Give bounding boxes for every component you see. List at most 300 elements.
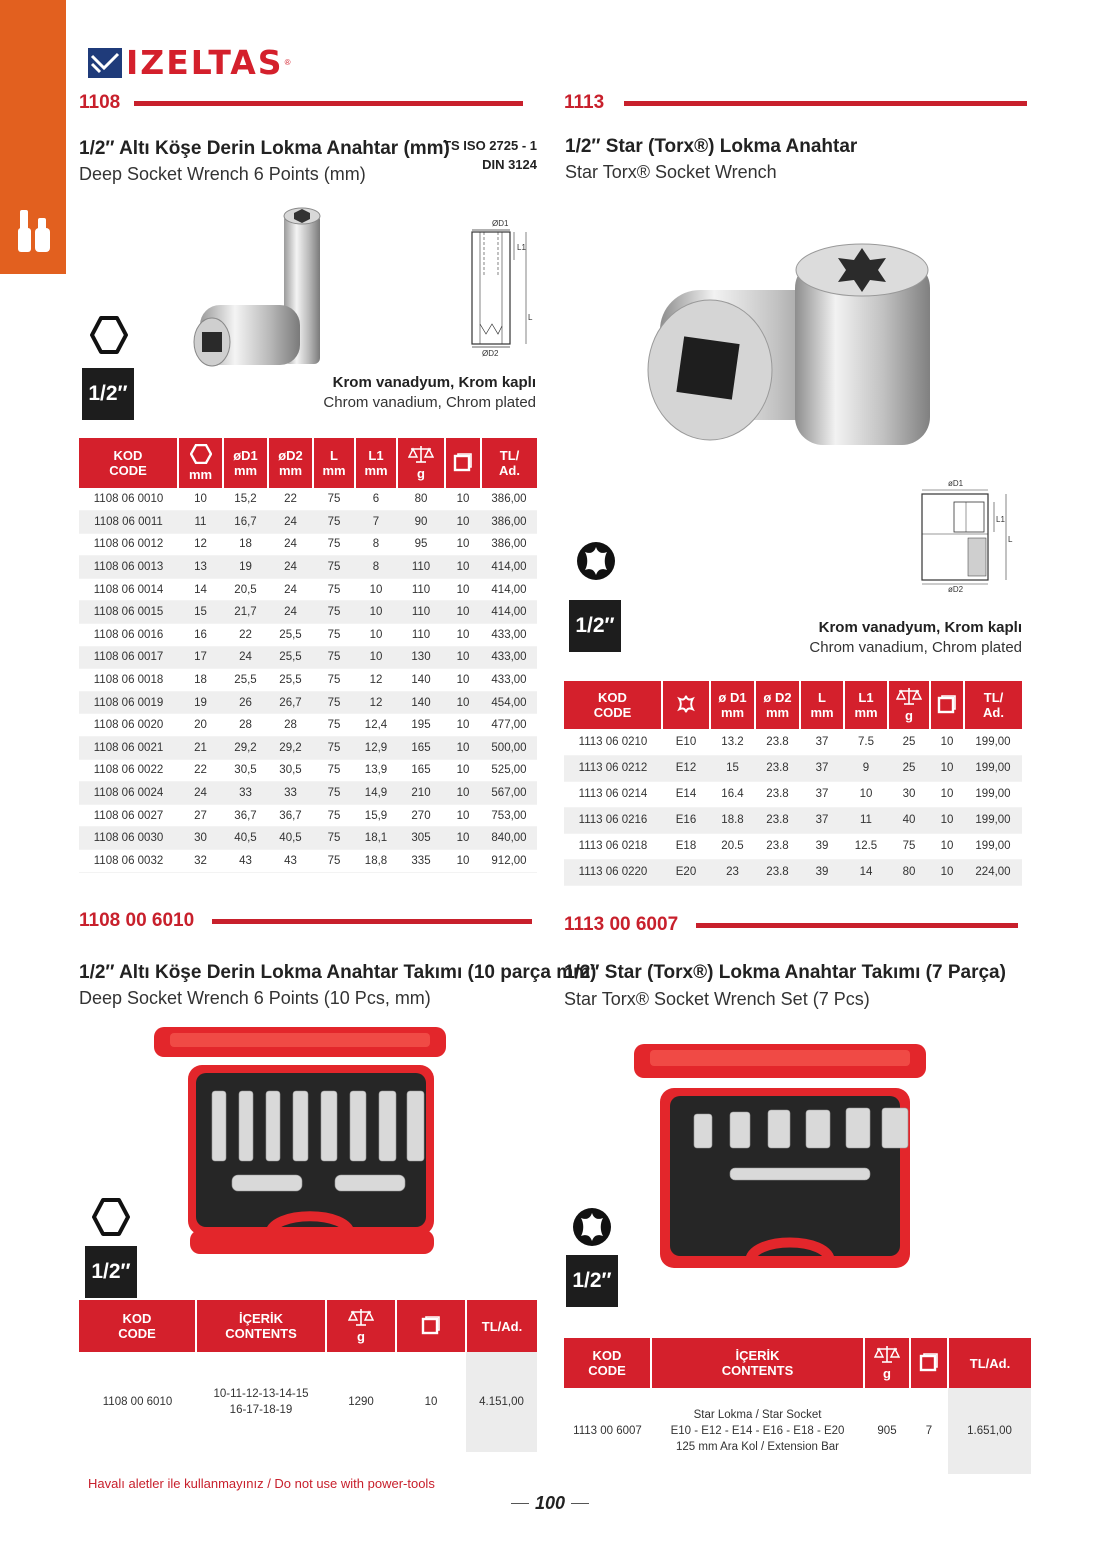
section-header-1113 — [564, 92, 1027, 114]
col-l1: L1 mm — [844, 681, 888, 729]
table-cell: 18,8 — [364, 854, 388, 867]
table-cell: 1108 06 0010 — [93, 493, 164, 506]
table-cell: 23 — [710, 859, 755, 885]
table-cell: 14,9 — [355, 782, 397, 805]
table-cell: 75 — [313, 737, 355, 760]
table-cell: 335 — [411, 854, 431, 867]
table-cell: 8 — [355, 556, 397, 579]
table-row — [564, 1388, 1031, 1474]
table-cell: 28 — [284, 719, 297, 732]
diagram-label-d2: øD2 — [948, 585, 964, 594]
table-cell: 1113 06 0220 — [564, 859, 662, 885]
table-cell: 10 — [456, 809, 470, 822]
table-cell: 23.8 — [766, 788, 789, 800]
table-cell: 40 — [888, 807, 930, 833]
cell-price: 4.151,00 — [466, 1352, 537, 1452]
table-cell: 1108 06 0012 — [93, 538, 164, 551]
table-cell: 18,1 — [355, 827, 397, 850]
table-cell: 140 — [411, 674, 431, 687]
table-cell: 10 — [456, 764, 470, 777]
table-cell: 13.2 — [721, 735, 744, 748]
torx-star-icon — [575, 540, 617, 582]
table-cell: 22 — [194, 764, 207, 777]
section-code: 1113 — [564, 92, 605, 113]
table-cell: 1108 06 0014 — [93, 583, 164, 596]
table-cell: 29,2 — [268, 737, 313, 760]
hexagon-icon — [89, 315, 129, 355]
box-quantity-icon — [919, 1352, 939, 1372]
col-contents: İÇERİK CONTENTS — [196, 1300, 326, 1352]
section-rule — [134, 101, 523, 106]
table-cell: 24 — [268, 556, 313, 579]
table-cell: 13 — [178, 556, 223, 579]
weight-scale-icon — [348, 1308, 374, 1326]
table-cell: 10 — [456, 674, 470, 687]
col-d1: øD1 mm — [223, 438, 268, 488]
table-row — [79, 624, 537, 647]
table-cell: 37 — [800, 807, 844, 833]
set-table-1108 — [79, 1300, 537, 1452]
table-cell: 25,5 — [279, 628, 302, 641]
table-cell: 10 — [930, 755, 964, 781]
table-row — [79, 646, 537, 669]
col-contents: İÇERİK CONTENTS — [651, 1338, 864, 1388]
table-cell: 33 — [268, 782, 313, 805]
table-cell: 386,00 — [491, 538, 527, 551]
product-title-en: Deep Socket Wrench 6 Points (10 Pcs, mm) — [79, 988, 431, 1008]
table-cell: 23.8 — [755, 807, 800, 833]
col-code: KOD CODE — [79, 1300, 196, 1352]
torx-set-case-photo — [630, 1040, 930, 1275]
table-cell: 10 — [194, 493, 207, 506]
table-cell: 75 — [327, 583, 341, 596]
table-row — [79, 669, 537, 692]
table-cell: 10 — [456, 719, 470, 732]
table-cell: 20 — [194, 719, 207, 732]
table-cell: 15,2 — [234, 493, 257, 506]
col-price: TL/ Ad. — [481, 438, 537, 488]
table-row — [79, 782, 537, 805]
table-cell: 10 — [456, 538, 470, 551]
table-cell: 224,00 — [964, 859, 1022, 885]
socket-set-case-photo — [150, 1025, 450, 1260]
table-cell: 199,00 — [975, 735, 1011, 748]
section-rule — [624, 101, 1027, 106]
table-cell: 199,00 — [964, 755, 1022, 781]
table-cell: 7.5 — [858, 735, 874, 748]
table-cell: 1113 06 0216 — [564, 807, 662, 833]
standard-iso: TS ISO 2725 - 1 — [443, 138, 537, 153]
table-cell: 433,00 — [491, 628, 527, 641]
table-cell: 23.8 — [755, 755, 800, 781]
brand-name: IZELTAS — [126, 43, 284, 82]
col-d2: øD2 mm — [268, 438, 313, 488]
diagram-label-l: L — [528, 313, 533, 322]
table-cell: 1108 06 0013 — [79, 556, 178, 579]
brand-emblem-icon — [88, 48, 122, 78]
cell-code: 1108 00 6010 — [102, 1396, 173, 1408]
col-l: L mm — [800, 681, 844, 729]
table-cell: 12,9 — [355, 737, 397, 760]
table-cell: 37 — [815, 735, 829, 748]
table-cell: 10 — [369, 583, 383, 596]
standard-din: DIN 3124 — [482, 157, 537, 172]
table-cell: 22 — [284, 493, 297, 506]
table-row — [564, 729, 1022, 755]
table-cell: 18 — [239, 538, 252, 551]
col-price: TL/ Ad. — [964, 681, 1022, 729]
table-cell: 33 — [223, 782, 268, 805]
spec-rows — [564, 729, 1022, 885]
table-cell: 30 — [178, 827, 223, 850]
spec-table-1108 — [79, 438, 537, 873]
torx-star-icon — [571, 1206, 613, 1248]
table-cell: 23.8 — [755, 859, 800, 885]
table-cell: 10 — [355, 601, 397, 624]
socket-dimension-diagram — [918, 478, 1022, 594]
table-row — [79, 556, 537, 579]
table-cell: 25,5 — [268, 646, 313, 669]
cell-contents: Star Lokma / Star Socket E10 - E12 - E14 - E16 - E18 - E20 125 mm Ara Kol / Extension Bar — [670, 1409, 845, 1453]
table-row — [564, 859, 1022, 885]
table-cell: E12 — [662, 755, 710, 781]
table-row — [79, 827, 537, 850]
table-cell: 1108 06 0016 — [93, 628, 164, 641]
table-cell: 305 — [397, 827, 445, 850]
table-cell: 10 — [445, 511, 481, 534]
table-cell: 10 — [930, 807, 964, 833]
col-code: KOD CODE — [79, 438, 178, 488]
table-cell: 10 — [456, 583, 470, 596]
table-cell: E10 — [675, 735, 697, 748]
table-cell: 75 — [327, 764, 341, 777]
table-cell: 753,00 — [491, 809, 527, 822]
table-cell: 43 — [239, 854, 252, 867]
table-cell: E18 — [675, 840, 697, 852]
table-cell: 6 — [372, 493, 380, 506]
table-cell: 9 — [844, 755, 888, 781]
cell-weight: 905 — [877, 1425, 897, 1437]
standards — [420, 136, 537, 174]
torx-star-icon — [676, 694, 696, 714]
table-cell: 90 — [397, 511, 445, 534]
table-cell: 10 — [445, 646, 481, 669]
table-cell: 21,7 — [223, 601, 268, 624]
table-cell: 414,00 — [491, 583, 527, 596]
table-cell: 199,00 — [975, 788, 1011, 800]
footer-warning: Havalı aletler ile kullanmayınız / Do not use with power-tools — [88, 1476, 435, 1491]
col-weight: g — [397, 438, 445, 488]
table-cell: 165 — [411, 764, 431, 777]
table-cell: 75 — [327, 854, 341, 867]
set-table-1113 — [564, 1338, 1031, 1474]
product-title-en: Deep Socket Wrench 6 Points (mm) — [79, 164, 366, 184]
table-cell: 18 — [194, 674, 207, 687]
table-cell: 95 — [414, 538, 428, 551]
section-code: 1108 — [79, 92, 121, 113]
cell-qty: 10 — [424, 1396, 438, 1408]
table-cell: 23.8 — [766, 735, 789, 748]
table-cell: 11 — [844, 807, 888, 833]
table-cell: 10 — [445, 827, 481, 850]
table-cell: 15,9 — [364, 809, 388, 822]
table-cell: 1108 06 0021 — [79, 737, 178, 760]
product-title-tr: 1/2″ Star (Torx®) Lokma Anahtar Takımı (7 Parça) — [564, 962, 1006, 983]
table-cell: 840,00 — [481, 827, 537, 850]
table-cell: 210 — [397, 782, 445, 805]
table-cell: 36,7 — [234, 809, 257, 822]
material-tr: Krom vanadyum, Krom kaplı — [332, 374, 536, 391]
table-cell: 7 — [355, 511, 397, 534]
box-quantity-icon — [937, 694, 957, 714]
col-code: KOD CODE — [564, 1338, 651, 1388]
table-cell: 386,00 — [491, 493, 527, 506]
diagram-label-l1: L1 — [996, 515, 1005, 524]
table-cell: 75 — [313, 782, 355, 805]
table-cell: 10 — [445, 691, 481, 714]
table-row — [79, 759, 537, 782]
table-cell: 75 — [327, 538, 341, 551]
table-cell: 17 — [178, 646, 223, 669]
table-cell: 16 — [194, 628, 207, 641]
table-cell: 1113 06 0210 — [578, 735, 648, 748]
product-title-tr: 1/2″ Altı Köşe Derin Lokma Anahtar Takımı (10 parça mm) — [79, 962, 597, 983]
table-cell: 10 — [445, 782, 481, 805]
col-d1: ø D1 mm — [710, 681, 755, 729]
material-info — [780, 618, 1022, 658]
table-cell: 24 — [223, 646, 268, 669]
table-cell: 433,00 — [481, 646, 537, 669]
table-row — [79, 533, 537, 556]
section-rule — [696, 923, 1018, 928]
box-quantity-icon — [453, 452, 473, 472]
side-category-tab — [0, 0, 66, 274]
table-cell: 1113 06 0218 — [578, 840, 648, 852]
table-cell: 24 — [178, 782, 223, 805]
table-cell: 75 — [327, 809, 341, 822]
table-row — [564, 807, 1022, 833]
col-price: TL/Ad. — [466, 1300, 537, 1352]
table-cell: 14 — [844, 859, 888, 885]
table-cell: 110 — [411, 583, 431, 596]
table-cell: 13,9 — [364, 764, 388, 777]
table-cell: 110 — [411, 628, 431, 641]
col-size: mm — [178, 438, 223, 488]
table-cell: 24 — [284, 583, 297, 596]
table-cell: 22 — [239, 628, 252, 641]
product-title-en: Star Torx® Socket Wrench Set (7 Pcs) — [564, 989, 870, 1009]
table-cell: 30,5 — [234, 764, 257, 777]
table-cell: 21 — [178, 737, 223, 760]
table-cell: 10 — [369, 628, 383, 641]
col-qty — [445, 438, 481, 488]
table-cell: 10 — [445, 737, 481, 760]
torx-socket-photo — [640, 240, 940, 460]
table-cell: 567,00 — [481, 782, 537, 805]
table-cell: 10 — [445, 556, 481, 579]
table-cell: 525,00 — [491, 764, 527, 777]
weight-scale-icon — [874, 1345, 900, 1363]
table-cell: 199,00 — [964, 807, 1022, 833]
diagram-label-d1: ØD1 — [492, 219, 509, 228]
cell-qty: 7 — [925, 1425, 933, 1437]
table-cell: 12.5 — [854, 840, 878, 852]
hexagon-icon — [91, 1197, 131, 1237]
table-cell: 477,00 — [491, 719, 527, 732]
col-qty — [930, 681, 964, 729]
table-row — [564, 781, 1022, 807]
table-cell: E20 — [662, 859, 710, 885]
table-cell: 37 — [815, 788, 829, 800]
table-cell: 28 — [239, 719, 252, 732]
table-cell: 26 — [223, 691, 268, 714]
table-row — [79, 1352, 537, 1452]
drive-size-badge: 1/2″ — [85, 1246, 137, 1298]
table-cell: 25,5 — [234, 674, 257, 687]
table-cell: 140 — [397, 691, 445, 714]
weight-scale-icon — [408, 445, 434, 463]
table-cell: 75 — [327, 674, 341, 687]
table-cell: 1108 06 0017 — [79, 646, 178, 669]
table-cell: 30,5 — [279, 764, 302, 777]
page-number — [510, 1493, 590, 1514]
table-cell: 75 — [327, 628, 341, 641]
page-number-dash — [511, 1503, 529, 1504]
table-cell: 195 — [411, 719, 431, 732]
table-cell: 1108 06 0022 — [93, 764, 164, 777]
hexagon-icon — [190, 444, 212, 464]
brand-registered: ® — [284, 58, 291, 67]
table-cell: 32 — [194, 854, 207, 867]
table-cell: 10 — [940, 735, 954, 748]
product-title-tr: 1/2″ Star (Torx®) Lokma Anahtar — [565, 136, 858, 157]
col-d2: ø D2 mm — [755, 681, 800, 729]
table-cell: 37 — [800, 755, 844, 781]
table-cell: 24 — [268, 511, 313, 534]
table-cell: 39 — [800, 859, 844, 885]
col-qty — [910, 1338, 948, 1388]
table-row — [79, 714, 537, 737]
table-cell: 25 — [888, 755, 930, 781]
table-row — [79, 578, 537, 601]
table-cell: 75 — [327, 719, 341, 732]
table-cell: 80 — [414, 493, 428, 506]
table-row — [79, 511, 537, 534]
table-cell: 414,00 — [481, 601, 537, 624]
table-cell: 80 — [888, 859, 930, 885]
col-l1: L1 mm — [355, 438, 397, 488]
table-row — [564, 755, 1022, 781]
table-cell: 25 — [902, 735, 916, 748]
table-cell: 16.4 — [721, 788, 744, 800]
table-cell: 1108 06 0018 — [93, 674, 164, 687]
table-cell: 1113 06 0214 — [578, 788, 648, 800]
section-header-set-1113 — [564, 914, 1018, 936]
table-cell: 19 — [223, 556, 268, 579]
table-cell: 1108 06 0019 — [79, 691, 178, 714]
weight-scale-icon — [896, 687, 922, 705]
table-cell: 270 — [411, 809, 431, 822]
socket-dimension-diagram — [462, 216, 540, 358]
table-cell: 29,2 — [223, 737, 268, 760]
table-cell: 75 — [902, 840, 916, 852]
table-cell: 1108 06 0020 — [93, 719, 164, 732]
deep-socket-photo — [190, 200, 340, 390]
col-l: L mm — [313, 438, 355, 488]
tools-icon — [18, 210, 52, 252]
table-row — [79, 804, 537, 827]
diagram-label-l: L — [1008, 535, 1013, 544]
table-cell: 199,00 — [975, 840, 1011, 852]
table-cell: 14 — [194, 583, 207, 596]
section-header-set-1108 — [79, 910, 532, 932]
table-cell: 39 — [815, 840, 829, 852]
table-cell: 130 — [397, 646, 445, 669]
table-cell: 10 — [355, 646, 397, 669]
table-cell: 15 — [178, 601, 223, 624]
table-cell: 10 — [940, 788, 954, 800]
table-cell: 500,00 — [481, 737, 537, 760]
col-weight: g — [326, 1300, 396, 1352]
table-row — [79, 488, 537, 511]
col-size — [662, 681, 710, 729]
diagram-label-l1: L1 — [517, 243, 526, 252]
table-cell: 912,00 — [491, 854, 527, 867]
product-title-en: Star Torx® Socket Wrench — [565, 162, 777, 182]
table-cell: 1108 06 0015 — [79, 601, 178, 624]
material-en: Chrom vanadium, Chrom plated — [809, 639, 1022, 656]
col-weight: g — [864, 1338, 910, 1388]
table-cell: 27 — [194, 809, 207, 822]
table-cell: 10 — [940, 840, 954, 852]
table-cell: 165 — [397, 737, 445, 760]
diagram-label-d2: ØD2 — [482, 349, 499, 358]
diagram-label-d1: øD1 — [948, 479, 964, 488]
table-cell: 24 — [284, 538, 297, 551]
table-row — [79, 737, 537, 760]
table-cell: 36,7 — [279, 809, 302, 822]
material-tr: Krom vanadyum, Krom kaplı — [818, 619, 1022, 636]
table-cell: 15 — [710, 755, 755, 781]
cell-weight: 1290 — [348, 1396, 374, 1408]
cell-price: 1.651,00 — [948, 1388, 1031, 1474]
box-quantity-icon — [421, 1315, 441, 1335]
col-weight: g — [888, 681, 930, 729]
material-en: Chrom vanadium, Chrom plated — [323, 394, 536, 411]
table-cell: 10 — [456, 493, 470, 506]
table-cell: 24 — [268, 601, 313, 624]
table-cell: 75 — [313, 511, 355, 534]
section-header-1108 — [79, 92, 523, 114]
table-cell: 10 — [930, 859, 964, 885]
col-code: KOD CODE — [564, 681, 662, 729]
table-cell: 1108 06 0032 — [93, 854, 164, 867]
table-cell: 18.8 — [710, 807, 755, 833]
drive-size-badge: 1/2″ — [82, 368, 134, 420]
table-cell: 12 — [355, 691, 397, 714]
table-cell: 10 — [445, 601, 481, 624]
table-row — [79, 691, 537, 714]
product-title-tr: 1/2″ Altı Köşe Derin Lokma Anahtar (mm) — [79, 138, 450, 159]
table-cell: 10 — [456, 854, 470, 867]
table-cell: 110 — [397, 601, 445, 624]
table-cell: 414,00 — [481, 556, 537, 579]
section-code: 1113 00 6007 — [564, 914, 679, 935]
spec-rows — [79, 488, 537, 872]
page-number-value: 100 — [534, 1493, 566, 1513]
col-qty — [396, 1300, 466, 1352]
drive-size-badge: 1/2″ — [566, 1255, 618, 1307]
